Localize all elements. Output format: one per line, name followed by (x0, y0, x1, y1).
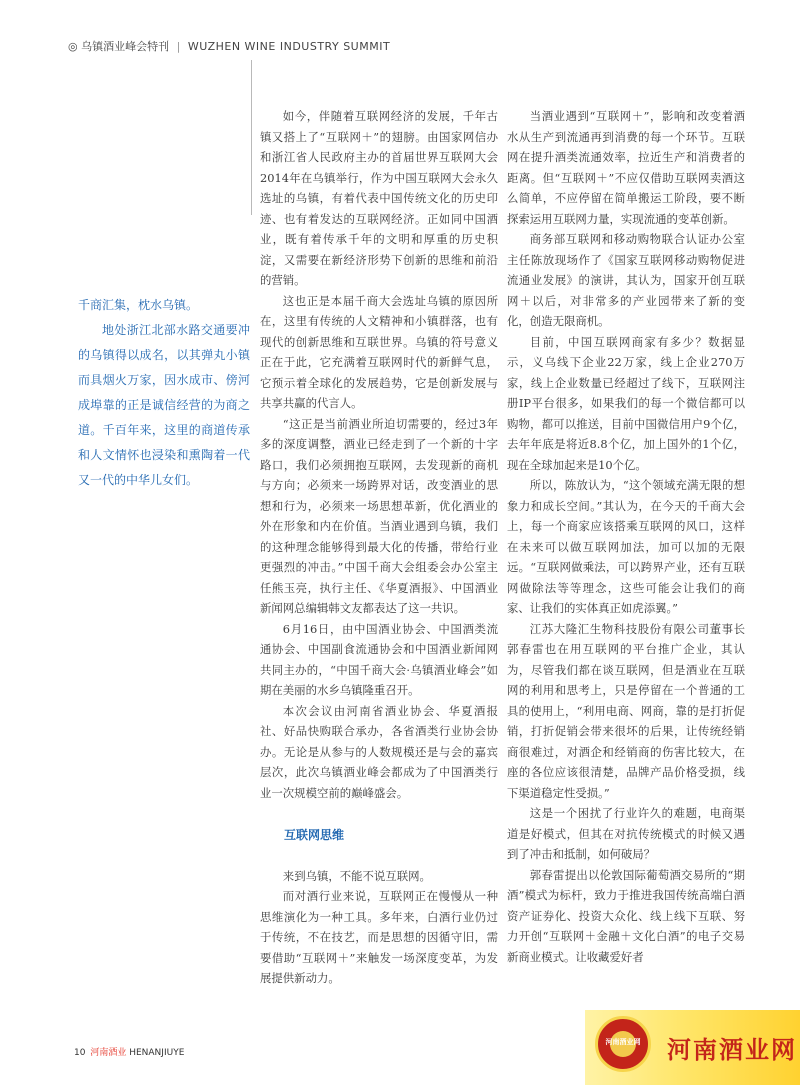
page-number: 10 (74, 1048, 86, 1058)
emblem-text: 河南酒业网 (605, 1038, 641, 1046)
watermark-logo (585, 1010, 800, 1085)
sidebar-line: 千商汇集，枕水乌镇。 (78, 298, 199, 312)
page-footer (74, 1045, 184, 1058)
header-title-en: WUZHEN WINE INDUSTRY SUMMIT (187, 40, 391, 53)
paragraph: 本次会议由河南省酒业协会、华夏酒报社、好品快购联合承办，各省酒类行业协会协办。无论是从参与的人数规模还是与会的嘉宾层次，此次乌镇酒业峰会都成为了中国酒类行业一次规模空前的巅峰盛会。 (260, 703, 498, 800)
paragraph: 这也正是本届千商大会选址乌镇的原因所在，这里有传统的人文精神和小镇群落，也有现代的创新思维和互联世界。乌镇的符号意义正在于此，它充满着互联网时代的新鲜气息，它预示着全球化的发展趋势，它是创新发展与共享共赢的代言人。 (260, 293, 498, 410)
running-header (68, 38, 390, 54)
paragraph: 目前，中国互联网商家有多少？数据显示，义乌线下企业22万家，线上企业270万家，线上企业数量已经超过了线下，互联网注册IP平台很多，如果我们的每一个微信都可以购物，都可以推送，目前中国微信用户9个亿，去年年底是将近8.8个亿，加上国外的1个亿，现在全球加起来是10个亿。 (507, 334, 745, 472)
paragraph: 而对酒行业来说，互联网正在慢慢从一种思维演化为一种工具。多年来，白酒行业仍过于传统，不在技艺，而是思想的因循守旧，需要借助“互联网＋”来触发一场深度变革，为发展提供新动力。 (260, 889, 498, 985)
magazine-pinyin: HENANJIUYE (129, 1048, 185, 1058)
header-separator: | (176, 40, 181, 53)
sidebar-quote (78, 293, 250, 493)
paragraph: 6月16日，由中国酒业协会、中国酒类流通协会、中国副食流通协会和中国酒业新闻网共同主办的，“中国千商大会·乌镇酒业峰会”如期在美丽的水乡乌镇隆重召开。 (260, 621, 498, 697)
paragraph: 这是一个困扰了行业许久的难题，电商渠道是好模式，但其在对抗传统模式的时候又遇到了冲击和抵制，如何破局？ (507, 806, 745, 861)
paragraph: 江苏大隆汇生物科技股份有限公司董事长郭春雷也在用互联网的平台推广企业，其认为，尽管我们都在谈互联网，但是酒业在互联网的利用和思考上，只是停留在一个普通的工具的使用上，“利用电商、网商，靠的是打折促销，打折促销会带来很坏的后果，让传统经销商很难过，对酒企和经销商的伤害比较大，在座的各位应该很清楚，品牌产品价格受损，线下渠道稳定性受损。” (507, 621, 745, 800)
paragraph: 所以，陈放认为，“这个领域充满无限的想象力和成长空间。”其认为，在今天的千商大会上，每一个商家应该搭乘互联网的风口，这样在未来可以做互联网加法，加可以加的无限远。“互联网做乘法，可以跨界产业，还有互联网做除法等等理念，这些可能会让我们的商家、让我们的实体真正如虎添翼。” (507, 478, 745, 615)
column-divider (251, 60, 252, 215)
header-title-cn: 乌镇酒业峰会特刊 (81, 40, 170, 53)
article-column-2 (507, 106, 745, 967)
article-column-1 (260, 106, 498, 989)
paragraph: 来到乌镇，不能不说互联网。 (282, 868, 431, 883)
brand-name: 河南酒业网 (667, 1035, 797, 1064)
paragraph: 商务部互联网和移动购物联合认证办公室主任陈放现场作了《国家互联网移动购物促进流通业发展》的演讲，其认为，国家开创互联网＋以后，对非常多的产业园带来了新的变化，创造无限商机。 (507, 232, 745, 328)
emblem-icon (595, 1016, 651, 1072)
paragraph: 当酒业遇到“互联网＋”，影响和改变着酒水从生产到流通再到消费的每一个环节。互联网在提升酒类流通效率，拉近生产和消费者的距离。但“互联网＋”不应仅借助互联网卖酒这么简单，不应停留在简单搬运工阶段，要不断探索运用互联网力量，实现流通的变革创新。 (507, 109, 745, 226)
magazine-name: 河南酒业 (90, 1048, 127, 1058)
paragraph: “这正是当前酒业所迫切需要的，经过3年多的深度调整，酒业已经走到了一个新的十字路口，我们必须拥抱互联网，去发现新的商机与方向；必须来一场跨界对话，改变酒业的思想和行为，必须来一场思想革新，优化酒业的外在形象和内在价值。当酒业遇到乌镇，我们的这种理念能够得到最大化的传播，带给行业更强烈的冲击。”中国千商大会组委会办公室主任熊玉亮，执行主任、《华夏酒报》、中国酒业新闻网总编辑韩文友都表达了这一共识。 (260, 416, 498, 615)
header-bullet: ◎ (68, 40, 78, 53)
section-heading: 互联网思维 (284, 828, 345, 842)
sidebar-paragraph: 地处浙江北部水路交通要冲的乌镇得以成名，以其弹丸小镇而具烟火万家，因水成市、傍河成埠靠的正是诚信经营的为商之道。千百年来，这里的商道传承和人文情怀也浸染和熏陶着一代又一代的中华儿女们。 (78, 323, 250, 487)
paragraph: 郭春雷提出以伦敦国际葡萄酒交易所的“期酒”模式为标杆，致力于推进我国传统高端白酒资产证券化、投资大众化、线上线下互联、努力开创“互联网＋金融＋文化白酒”的电子交易新商业模式。让收藏爱好者 (507, 867, 745, 964)
paragraph: 如今，伴随着互联网经济的发展，千年古镇又搭上了“互联网＋”的翅膀。由国家网信办和浙江省人民政府主办的首届世界互联网大会2014年在乌镇举行，作为中国互联网大会永久选址的乌镇，有着代表中国传统文化的历史印迹、也有着发达的互联网经济。正如同中国酒业，既有着传承千年的文明和厚重的历史积淀，又需要在新经济形势下创新的思维和前沿的营销。 (260, 109, 498, 287)
